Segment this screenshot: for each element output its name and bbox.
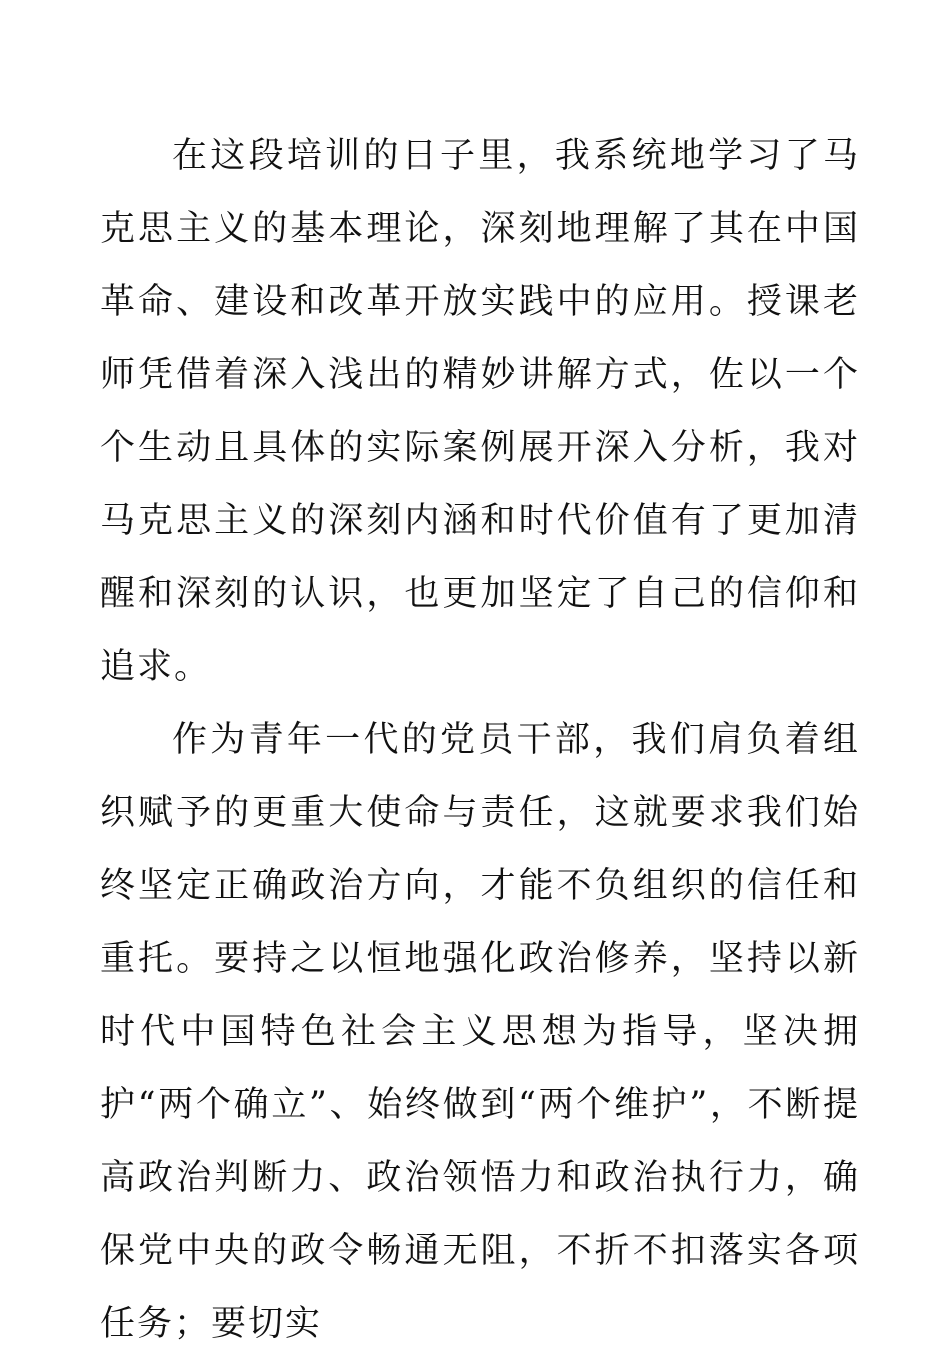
- paragraph-1: 在这段培训的日子里，我系统地学习了马克思主义的基本理论，深刻地理解了其在中国革命、建设和改革开放实践中的应用。授课老师凭借着深入浅出的精妙讲解方式，佐以一个个生动且具体的实际案例展开深入分析，我对马克思主义的深刻内涵和时代价值有了更加清醒和深刻的认识，也更加坚定了自己的信仰和追求。: [100, 136, 860, 687]
- paragraph-2: 作为青年一代的党员干部，我们肩负着组织赋予的更重大使命与责任，这就要求我们始终坚定正确政治方向，才能不负组织的信任和重托。要持之以恒地强化政治修养，坚持以新时代中国特色社会主义思想为指导，坚决拥护“两个确立”、始终做到“两个维护”，不断提高政治判断力、政治领悟力和政治执行力，确保党中央的政令畅通无阻，不折不扣落实各项任务；要切实: [100, 720, 860, 1344]
- body-text: [100, 120, 860, 1361]
